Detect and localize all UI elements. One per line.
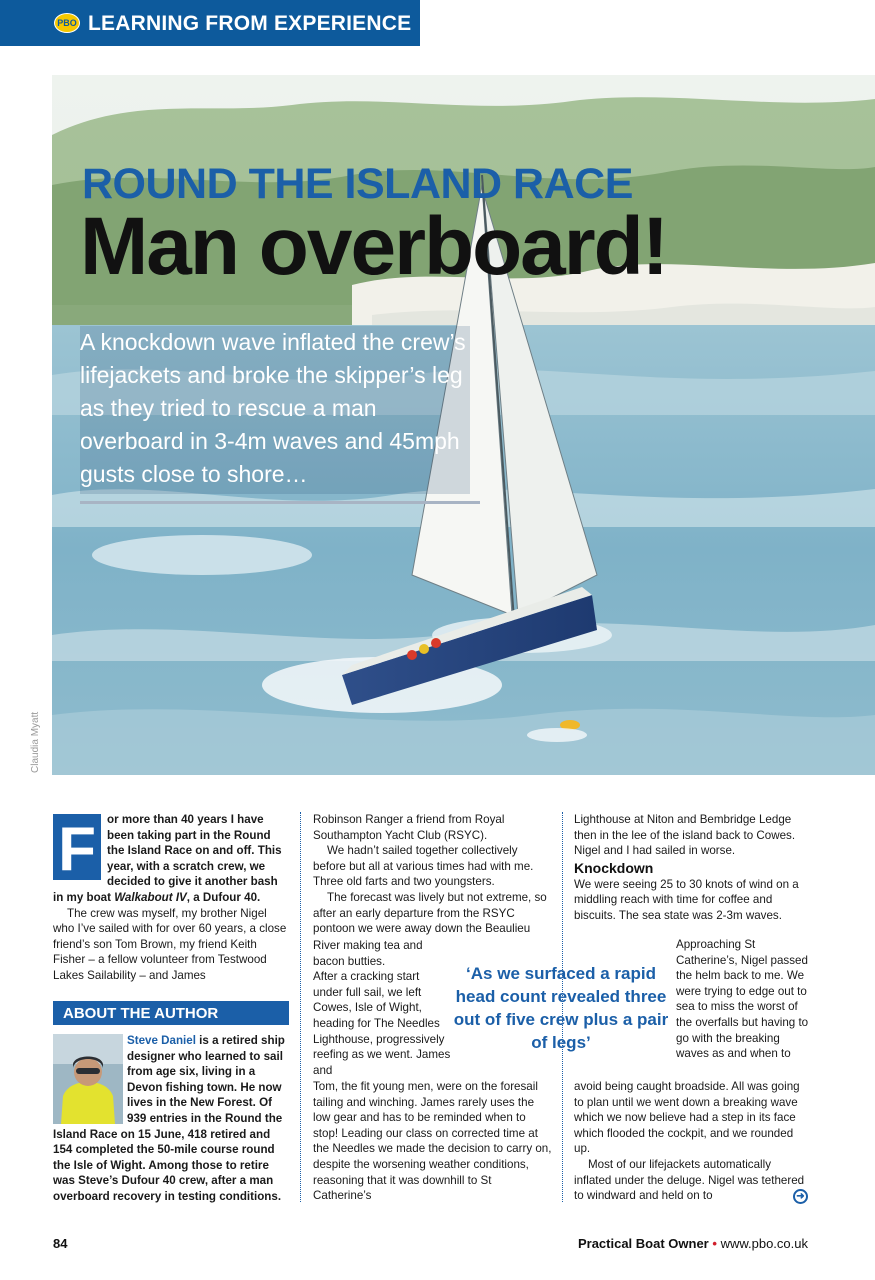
about-author-title: ABOUT THE AUTHOR: [63, 1005, 219, 1022]
col3-paragraph-2: We were seeing 25 to 30 knots of wind on a middling reach with time for coffee and biscuits. The sea state was 2-3m waves.: [574, 877, 799, 922]
intro-tail: , a Dufour 40.: [186, 890, 261, 904]
col3-paragraph-3-wrap: Approaching St Catherine’s, Nigel passed the helm back to me. We were trying to edge out to sea to miss the worst of the overfalls but having to go with the breaking waves as and when to: [676, 938, 809, 1061]
col2-paragraph-4: After a cracking start under full sail, we left Cowes, Isle of Wight, heading for The Needles Lighthouse, progressively reefing as we went. James and: [313, 970, 451, 1077]
boat-name: Walkabout IV: [114, 890, 187, 904]
pbo-logo: PBO: [54, 13, 80, 33]
continue-arrow-icon: ➜: [793, 1189, 808, 1204]
column-1: [53, 812, 289, 984]
author-bio-text: is a retired ship designer who learned to sail from age six, living in a Devon fishing town. He now lives in the New Forest. Of 939 entries in the Round the Island Race on 15 June, 418 retired and 154 completed the 50-mile course round the Isle of Wight. Among those to retire was Steve’s Dufour 40 crew, after a man overboard recovery in testing conditions.: [53, 1034, 285, 1203]
column-2-wrap: [313, 938, 451, 1078]
col1-paragraph-2: The crew was myself, my brother Nigel who I’ve sailed with for over 60 years, a close friend’s son Tom Brown, my friend Keith Fisher – a fellow volunteer from Testwood Lakes Sailability – and James: [53, 906, 287, 982]
column-2: [313, 812, 553, 937]
article-headline: Man overboard!: [80, 201, 668, 292]
column-divider-1: [300, 812, 301, 1202]
col2-paragraph-4-tail: Tom, the fit young men, were on the foresail tailing and winching. James rarely uses the low gear and has to be reminded when to stop! Leading our class on corrected time at the Needles we made the decision to carry on, despite the worsening weather conditions, reasoning that it was downhill to St Catherine’s: [313, 1080, 552, 1203]
article-kicker: ROUND THE ISLAND RACE: [82, 160, 633, 208]
column-3-lower: [574, 1079, 810, 1204]
pull-quote: ‘As we surfaced a rapid head count revealed three out of five crew plus a pair of legs’: [453, 964, 669, 1052]
section-label: LEARNING FROM EXPERIENCE: [88, 12, 412, 35]
col3-paragraph-3-tail: avoid being caught broadside. All was going to plan until we went down a breaking wave which we now believe had a step in its face which flooded the cockpit, and we rounded up.: [574, 1080, 800, 1156]
col2-paragraph-3-wrap-b: bacon butties.: [313, 954, 386, 968]
col2-paragraph-1: Robinson Ranger a friend from Royal Southampton Yacht Club (RSYC).: [313, 813, 505, 842]
intro-bold-text: or more than 40 years I have been taking part in the Round the Island Race on and off. This year, with a scratch crew, we decided to give it another bash in my boat: [53, 813, 282, 904]
col3-paragraph-1: Lighthouse at Niton and Bembridge Ledge then in the lee of the island back to Cowes. Nigel and I had sailed in worse.: [574, 813, 796, 858]
col2-paragraph-3: The forecast was lively but not extreme, so after an early departure from the RSYC pontoon we were away down the Beaulieu: [313, 890, 547, 936]
illustration-credit: Claudia Myatt: [30, 711, 41, 773]
footer-separator: •: [712, 1236, 717, 1251]
subhead-knockdown: Knockdown: [574, 859, 654, 876]
page-number: 84: [53, 1236, 68, 1251]
column-3-wrap: [676, 937, 810, 1062]
drop-cap: F: [53, 814, 101, 880]
website-url: www.pbo.co.uk: [720, 1236, 808, 1251]
column-2-lower: [313, 1079, 553, 1204]
col3-paragraph-4: Most of our lifejackets automatically inflated under the deluge. Nigel was tethered to windward and held on to: [574, 1157, 805, 1203]
author-bio: [53, 1033, 289, 1205]
magazine-name: Practical Boat Owner: [577, 1236, 709, 1251]
intro-paragraph: [53, 812, 289, 906]
author-name: Steve Daniel: [127, 1034, 196, 1047]
footer-masthead: [578, 1236, 808, 1251]
col2-paragraph-3-wrap-a: River making tea and: [313, 939, 423, 952]
column-3: [574, 812, 810, 924]
col2-paragraph-2: We hadn’t sailed together collectively before but all at various times had with me. Three old farts and two youngsters.: [313, 844, 534, 889]
article-standfirst: A knockdown wave inflated the crew’s lifejackets and broke the skipper’s leg as they tried to rescue a man overboard in 3-4m waves and 45mph gusts close to shore…: [80, 326, 480, 504]
